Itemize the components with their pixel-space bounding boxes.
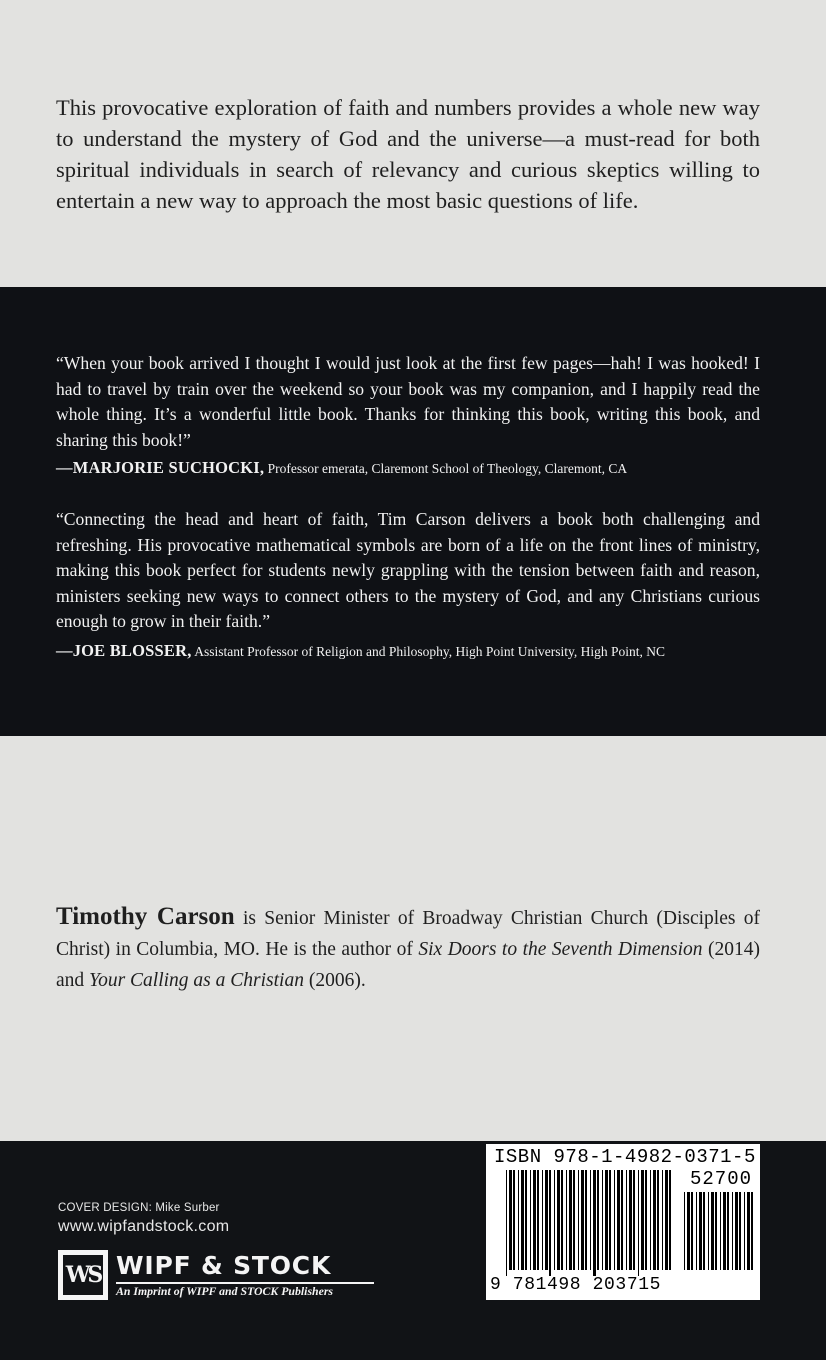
ean-barcode-bars: [506, 1170, 676, 1276]
barcode-bar: [650, 1170, 651, 1270]
ws-logo-icon: [58, 1250, 108, 1300]
barcode-bar: [629, 1170, 632, 1270]
endorsement-attribution-2: [56, 641, 796, 662]
barcode-bar: [566, 1170, 567, 1270]
barcode-digits: 9 781498 203715: [490, 1275, 662, 1295]
isbn-label: ISBN 978-1-4982-0371-5: [494, 1146, 756, 1168]
barcode-bar: [687, 1192, 690, 1270]
barcode-bar: [657, 1170, 659, 1270]
barcode-bar: [684, 1192, 685, 1270]
barcode-bar: [593, 1170, 596, 1276]
barcode-bar: [641, 1170, 644, 1270]
barcode-bar: [691, 1192, 693, 1270]
barcode-bar: [711, 1192, 714, 1270]
barcode-bar: [518, 1170, 519, 1270]
barcode-bar: [557, 1170, 560, 1270]
endorser-affiliation-2: Assistant Professor of Religion and Philosophy, High Point University, High Point, NC: [194, 644, 665, 659]
barcode-bar: [621, 1170, 623, 1270]
barcode-bar: [720, 1192, 721, 1270]
barcode-bar: [578, 1170, 579, 1270]
book-title-2: Your Calling as a Christian: [89, 970, 304, 991]
barcode-bar: [699, 1192, 702, 1270]
barcode-bar: [573, 1170, 575, 1270]
barcode-bar: [581, 1170, 584, 1270]
barcode-bar: [747, 1192, 750, 1270]
barcode-bar: [506, 1170, 507, 1276]
barcode-bar: [669, 1170, 671, 1270]
endorser-name-1: —MARJORIE SUCHOCKI,: [56, 458, 265, 477]
barcode-bar: [723, 1192, 726, 1270]
barcode-bar: [665, 1170, 668, 1270]
barcode-bar: [590, 1170, 591, 1270]
barcode-bar: [597, 1170, 599, 1270]
barcode-bar: [609, 1170, 611, 1270]
ws-logo-letters: WS: [63, 1255, 103, 1295]
barcode-bar: [513, 1170, 515, 1270]
cover-design-credit: COVER DESIGN: Mike Surber: [58, 1202, 220, 1214]
barcode-bar: [533, 1170, 536, 1270]
publisher-website: www.wipfandstock.com: [58, 1218, 230, 1235]
bio-text-1: is Senior Minister of Broadway Christian Church (Disciples of Christ) in Columbia, MO. He is the author of: [56, 908, 760, 960]
endorsement-attribution-1: [56, 458, 796, 479]
endorsement-quote-1: “When your book arrived I thought I would just look at the first few pages—hah! I was hooked! I had to travel by train over the weekend so your book was my companion, and I happily read the whole thing. It’s a wonderful little book. Thanks for thinking this book, writing this book, and sharing this book!”: [56, 353, 760, 450]
book-title-1: Six Doors to the Seventh Dimension: [418, 939, 703, 960]
barcode-bar: [554, 1170, 555, 1270]
barcode-bar: [732, 1192, 733, 1270]
barcode-bar: [739, 1192, 741, 1270]
barcode-bar: [569, 1170, 572, 1270]
price-code: 52700: [689, 1168, 752, 1190]
barcode-bar: [653, 1170, 656, 1270]
barcode-bar: [617, 1170, 620, 1270]
author-bio: [56, 901, 760, 996]
bio-text-3: (2006).: [303, 970, 366, 991]
author-name: Timothy Carson: [56, 903, 235, 930]
barcode-bar: [715, 1192, 717, 1270]
publisher-logo: [58, 1250, 378, 1302]
endorser-name-2: —JOE BLOSSER,: [56, 641, 192, 660]
barcode-bar: [542, 1170, 543, 1270]
bio-text-2: (2014) and: [56, 939, 760, 991]
barcode-bar: [521, 1170, 524, 1270]
imprint-line: An Imprint of WIPF and STOCK Publishers: [116, 1284, 334, 1298]
barcode-bar: [645, 1170, 647, 1270]
barcode-bar: [605, 1170, 608, 1270]
barcode-bar: [662, 1170, 663, 1270]
barcode-bar: [696, 1192, 697, 1270]
endorser-affiliation-1: Professor emerata, Claremont School of Theology, Claremont, CA: [267, 461, 628, 476]
price-barcode-bars: [684, 1192, 754, 1276]
barcode-bar: [525, 1170, 527, 1270]
barcode-bar: [626, 1170, 627, 1270]
barcode-bar: [602, 1170, 603, 1270]
blurb-section: [0, 0, 826, 287]
barcode-bar: [614, 1170, 615, 1270]
endorsement-quote-2: “Connecting the head and heart of faith, Tim Carson delivers a book both challenging and refreshing. His provocative mathematical symbols are born of a life on the front lines of ministry, making this book perfect for students newly grappling with the tension between faith and reason, ministers seeking new ways to connect others to the mystery of God, and any Christians curious enough to grow in their faith.”: [56, 509, 760, 632]
barcode-bar: [561, 1170, 563, 1270]
book-blurb: This provocative exploration of faith and numbers provides a whole new way to understand the mystery of God and the universe—a must-read for both spiritual individuals in search of relevancy and curious skeptics willing to entertain a new way to approach the most basic questions of life.: [56, 95, 760, 213]
barcode-bar: [703, 1192, 705, 1270]
barcode-bar: [735, 1192, 738, 1270]
isbn-barcode: [486, 1144, 760, 1300]
barcode-bar: [549, 1170, 551, 1276]
barcode-bar: [633, 1170, 635, 1270]
barcode-bar: [638, 1170, 639, 1276]
barcode-bar: [727, 1192, 729, 1270]
barcode-bar: [585, 1170, 587, 1270]
barcode-bar: [509, 1170, 512, 1270]
barcode-bar: [751, 1192, 753, 1270]
barcode-bar: [545, 1170, 548, 1270]
publisher-name: WIPF & STOCK: [116, 1250, 374, 1284]
barcode-bar: [537, 1170, 539, 1270]
barcode-bar: [744, 1192, 745, 1270]
barcode-bar: [530, 1170, 531, 1270]
barcode-bar: [708, 1192, 709, 1270]
